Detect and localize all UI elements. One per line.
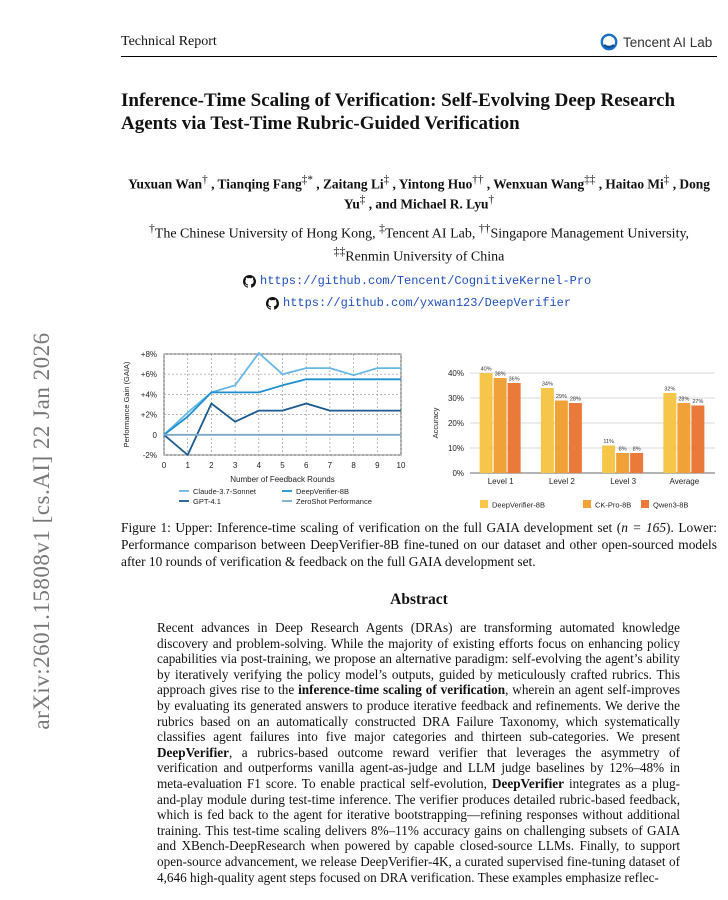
- bar-value-label: 11%: [603, 439, 614, 445]
- bar: [677, 403, 690, 473]
- affil-mark: ††: [478, 222, 491, 235]
- bar: [508, 383, 521, 473]
- affil-2: Tencent AI Lab,: [384, 226, 479, 242]
- github-icon: [266, 297, 279, 310]
- legend-swatch: [480, 500, 488, 508]
- author-name: Tianqing Fang: [217, 176, 302, 192]
- abstract-body: [157, 620, 680, 885]
- link-text: https://github.com/Tencent/CognitiveKernel-Pro: [260, 274, 592, 288]
- legend-swatch: [583, 500, 591, 508]
- x-tick-label: 5: [280, 461, 285, 470]
- bar-value-label: 28%: [569, 396, 581, 403]
- author-name: Wenxuan Wang: [493, 176, 585, 192]
- author-mark: ‡: [359, 194, 366, 207]
- y-tick-label: +6%: [140, 370, 157, 380]
- y-tick-label: 0: [152, 430, 157, 440]
- abstract-heading: Abstract: [390, 591, 448, 608]
- bar-value-label: 32%: [664, 386, 676, 393]
- y-tick-label: +2%: [140, 410, 157, 420]
- x-tick-label: Level 3: [610, 477, 637, 486]
- tencent-logo-icon: [600, 33, 618, 51]
- abstract-text: integrates as a plug-and-play module during test-time inference. The verifier produces detailed rubric-based feedback, which is fed back to the agent for iterative bootstrapping—refining responses without additional training. This test-time scaling delivers 8%–11% accuracy gains on challenging subsets of GAIA and XBench-DeepResearch when powered by capable closed-source LLMs. Finally, to support open-source advancement, we release DeepVerifier-4K, a curated supervised fine-tuning dataset of 4,646 high-quality agent steps focused on DRA verification. These examples emphasize reflec-: [157, 775, 680, 885]
- x-tick-label: 3: [232, 461, 238, 470]
- figure-caption: [121, 519, 717, 570]
- x-tick-label: 2: [209, 461, 214, 470]
- bar: [555, 401, 568, 474]
- tencent-logo-text: Tencent AI Lab: [623, 34, 713, 50]
- author-name: Dong Yu: [343, 176, 710, 212]
- header-label: Technical Report: [121, 34, 217, 49]
- tencent-logo: [600, 33, 712, 51]
- legend-label: Qwen3-8B: [653, 500, 689, 510]
- bar-value-label: 34%: [541, 381, 553, 388]
- abstract-text: , a rubrics-based outcome reward verifier that leverages the asymmetry of verification and outperforms vanilla agent-as-judge and LLM judge baselines by 12%–48% in meta-evaluation F1 score. To enable practical self-evolution,: [157, 744, 680, 791]
- arxiv-side-stamp: arXiv:2601.15808v1 [cs.AI] 22 Jan 2026: [29, 332, 54, 730]
- bar: [480, 373, 493, 473]
- legend-label: CK-Pro-8B: [595, 500, 632, 510]
- x-tick-label: 8: [351, 461, 356, 470]
- y-axis-label: Accuracy: [431, 407, 440, 439]
- bar-value-label: 36%: [508, 376, 520, 383]
- affiliations: [121, 220, 717, 265]
- x-tick-label: 6: [303, 461, 309, 470]
- author-mark: ‡: [663, 174, 670, 186]
- bar-value-label: 38%: [494, 371, 506, 378]
- y-tick-label: 20%: [447, 419, 464, 428]
- bar-value-label: 8%: [632, 446, 641, 453]
- abstract-bold: DeepVerifier: [157, 744, 230, 760]
- bar: [494, 378, 507, 473]
- author-mark: †: [488, 194, 495, 207]
- affil-3: Singapore Management University,: [490, 226, 690, 242]
- author-name: Yuxuan Wan: [128, 176, 203, 192]
- author-name: Zaitang Li: [322, 176, 384, 192]
- legend-label: Claude-3.7-Sonnet: [193, 487, 256, 496]
- author-mark: ††: [472, 174, 484, 186]
- legend-label: DeepVerifier-8B: [492, 500, 545, 510]
- x-tick-label: 4: [256, 461, 262, 470]
- affil-mark: ‡‡: [333, 244, 346, 258]
- legend-label: ZeroShot Performance: [296, 497, 372, 506]
- x-tick-label: 1: [185, 461, 190, 470]
- y-tick-label: 30%: [447, 394, 464, 403]
- x-tick-label: Level 1: [487, 477, 514, 486]
- x-tick-label: 10: [396, 461, 406, 470]
- bar: [663, 393, 676, 473]
- abstract-bold: DeepVerifier: [491, 775, 564, 791]
- affil-4: Renmin University of China: [345, 249, 505, 265]
- abstract-text: , wherein an agent self-improves by evaluating its generated answers to produce iterative feedback and refinements. We derive the rubrics based on an automatically constructed DRA Failure Taxonomy, which systematically classifies agent failures into five major categories and thirteen sub-categories. We present: [157, 682, 680, 745]
- x-tick-label: Level 2: [548, 477, 575, 486]
- x-tick-label: 7: [327, 461, 333, 470]
- bar-value-label: 40%: [480, 366, 492, 373]
- line-chart-scaling: [117, 340, 415, 515]
- y-axis-label: Performance Gain (GAIA): [122, 361, 131, 448]
- github-icon: [243, 275, 256, 288]
- affil-mark: ‡: [379, 222, 385, 235]
- author-list: Yuxuan Wan† , Tianqing Fang‡* , Zaitang Li‡ , Yintong Huo†† , Wenxuan Wang‡‡ , Haitao Mi‡ , Dong Yu‡ , and Michael R. Lyu†: [128, 174, 710, 212]
- bar-value-label: 29%: [555, 394, 567, 400]
- abstract-bold: inference-time scaling of verification: [298, 682, 506, 698]
- y-tick-label: +4%: [140, 390, 157, 400]
- author-name: Yintong Huo: [398, 176, 473, 192]
- bar: [630, 453, 643, 473]
- bar-chart-accuracy: [425, 360, 720, 515]
- affil-mark: †: [148, 222, 155, 235]
- legend-swatch: [641, 500, 649, 508]
- author-mark: ‡*: [301, 174, 313, 186]
- x-tick-label: 0: [161, 461, 167, 470]
- caption-text-2: ). Lower: Performance comparison between DeepVerifier-8B fine-tuned on our dataset and other open-sourced models after 10 rounds of verification & feedback on the full GAIA development set.: [121, 520, 717, 569]
- author-name: Michael R. Lyu: [400, 196, 489, 212]
- caption-text: Figure 1: Upper: Inference-time scaling of verification on the full GAIA development set (: [121, 520, 622, 535]
- author-mark: ‡: [383, 174, 390, 186]
- github-link-cognitivekernel[interactable]: [243, 274, 591, 288]
- bar: [569, 403, 582, 473]
- paper-title: Inference-Time Scaling of Verification: Self-Evolving Deep Research Agents via Test-Time Rubric-Guided Verification: [121, 90, 676, 134]
- author-mark: †: [202, 174, 208, 186]
- x-axis-label: Number of Feedback Rounds: [230, 475, 335, 484]
- y-tick-label: 10%: [447, 444, 464, 453]
- bar: [616, 453, 629, 473]
- x-tick-label: 9: [375, 461, 380, 470]
- bar-value-label: 28%: [678, 396, 690, 403]
- abstract-text: Recent advances in Deep Research Agents (DRAs) are transforming automated knowledge discovery and problem-solving. While the majority of existing efforts focus on enhancing policy capabilities via post-training, we propose an alternative paradigm: self-evolving the agent’s ability by iteratively verifying the policy model’s outputs, guided by meticulously crafted rubrics. This approach gives rise to the: [157, 620, 680, 698]
- caption-math: n = 165: [621, 520, 667, 535]
- bar: [691, 406, 704, 474]
- link-text: https://github.com/yxwan123/DeepVerifier: [283, 296, 572, 310]
- author-mark: ‡‡: [584, 174, 596, 186]
- affil-1: The Chinese University of Hong Kong,: [154, 226, 380, 242]
- y-tick-label: +8%: [140, 350, 157, 359]
- x-tick-label: Average: [669, 477, 700, 486]
- bar: [602, 446, 615, 474]
- header-rule: [121, 56, 717, 57]
- legend-label: GPT-4.1: [193, 497, 221, 506]
- github-link-deepverifier[interactable]: [266, 296, 571, 310]
- bar-value-label: 27%: [692, 399, 704, 405]
- bar: [541, 388, 554, 473]
- y-tick-label: 0%: [452, 469, 464, 478]
- y-tick-label: 40%: [447, 369, 464, 378]
- y-tick-label: -2%: [142, 451, 157, 460]
- author-name: Haitao Mi: [605, 176, 664, 192]
- legend-label: DeepVerifier-8B: [296, 487, 349, 496]
- bar-value-label: 8%: [618, 446, 627, 453]
